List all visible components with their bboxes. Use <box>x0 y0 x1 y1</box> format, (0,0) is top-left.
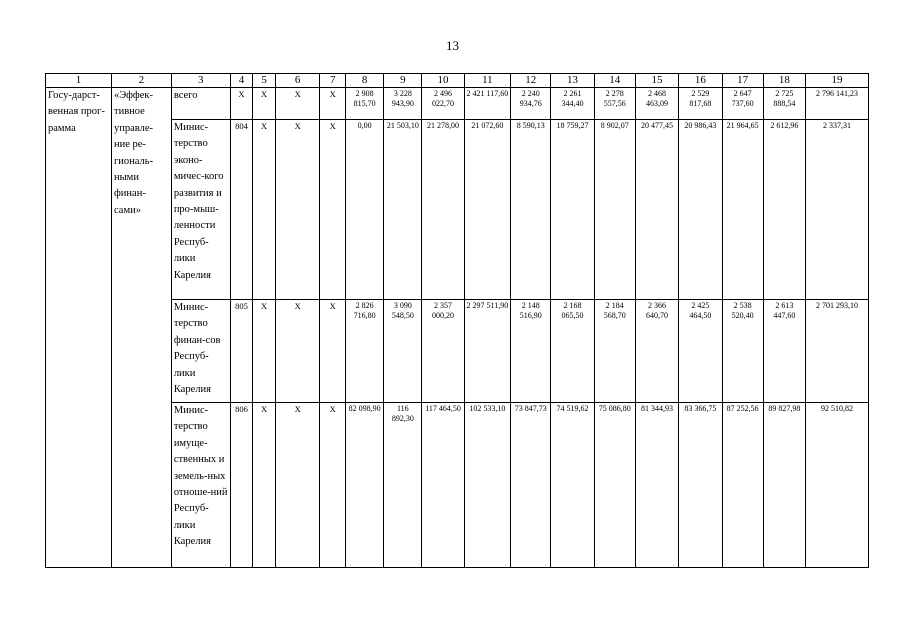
budget-table <box>45 73 869 568</box>
value-cell: 2 647 737,60 <box>722 88 763 120</box>
code-cell: X <box>230 88 253 120</box>
value-cell: 2 613 447,60 <box>763 300 805 403</box>
value-cell: 2 421 117,60 <box>464 88 510 120</box>
value-cell: 18 759,27 <box>551 120 594 300</box>
column-header: 2 <box>112 74 172 88</box>
column-header: 1 <box>46 74 112 88</box>
value-cell: 81 344,93 <box>635 403 678 568</box>
table-row <box>46 88 869 120</box>
value-cell: 102 533,10 <box>464 403 510 568</box>
value-cell: 3 090 548,50 <box>384 300 422 403</box>
value-cell: 2 908 815,70 <box>346 88 384 120</box>
column-header: 6 <box>275 74 319 88</box>
column-header: 8 <box>346 74 384 88</box>
executor-cell: всего <box>171 88 230 120</box>
code-cell: 805 <box>230 300 253 403</box>
value-cell: 2 148 516,90 <box>511 300 551 403</box>
column-header: 12 <box>511 74 551 88</box>
value-cell: 2 538 520,40 <box>722 300 763 403</box>
value-cell: 83 366,75 <box>679 403 722 568</box>
value-cell: 92 510,82 <box>806 403 869 568</box>
value-cell: 21 072,60 <box>464 120 510 300</box>
value-cell: 2 337,31 <box>806 120 869 300</box>
value-cell: 8 902,07 <box>594 120 635 300</box>
column-number-row <box>46 74 869 88</box>
value-cell: 21 964,65 <box>722 120 763 300</box>
x-cell: X <box>253 403 276 568</box>
value-cell: 2 240 934,76 <box>511 88 551 120</box>
value-cell: 0,00 <box>346 120 384 300</box>
column-header: 10 <box>422 74 464 88</box>
value-cell: 2 826 716,80 <box>346 300 384 403</box>
value-cell: 8 590,13 <box>511 120 551 300</box>
value-cell: 2 701 293,10 <box>806 300 869 403</box>
x-cell: X <box>253 88 276 120</box>
value-cell: 2 168 065,50 <box>551 300 594 403</box>
value-cell: 87 252,56 <box>722 403 763 568</box>
x-cell: X <box>275 120 319 300</box>
executor-cell: Минис-терство финан-сов Респуб-лики Карелия <box>171 300 230 403</box>
value-cell: 2 278 557,56 <box>594 88 635 120</box>
program-type-cell: Госу-дарст-венная прог-рамма <box>46 88 112 568</box>
value-cell: 74 519,62 <box>551 403 594 568</box>
value-cell: 2 468 463,09 <box>635 88 678 120</box>
value-cell: 73 847,73 <box>511 403 551 568</box>
x-cell: X <box>320 120 346 300</box>
executor-cell: Минис-терство имуще-ственных и земель-ных отноше-ний Респуб-лики Карелия <box>171 403 230 568</box>
value-cell: 2 496 022,70 <box>422 88 464 120</box>
x-cell: X <box>253 120 276 300</box>
value-cell: 20 986,43 <box>679 120 722 300</box>
code-cell: 804 <box>230 120 253 300</box>
x-cell: X <box>275 403 319 568</box>
value-cell: 2 425 464,50 <box>679 300 722 403</box>
column-header: 3 <box>171 74 230 88</box>
value-cell: 82 098,90 <box>346 403 384 568</box>
value-cell: 3 228 943,90 <box>384 88 422 120</box>
column-header: 19 <box>806 74 869 88</box>
executor-cell: Минис-терство эконо-мичес-кого развития и про-мыш-ленности Респуб-лики Карелия <box>171 120 230 300</box>
column-header: 18 <box>763 74 805 88</box>
column-header: 17 <box>722 74 763 88</box>
column-header: 5 <box>253 74 276 88</box>
column-header: 11 <box>464 74 510 88</box>
value-cell: 21 278,00 <box>422 120 464 300</box>
value-cell: 116 892,30 <box>384 403 422 568</box>
column-header: 13 <box>551 74 594 88</box>
x-cell: X <box>275 88 319 120</box>
column-header: 16 <box>679 74 722 88</box>
value-cell: 2 357 000,20 <box>422 300 464 403</box>
x-cell: X <box>320 403 346 568</box>
column-header: 15 <box>635 74 678 88</box>
value-cell: 2 612,96 <box>763 120 805 300</box>
x-cell: X <box>275 300 319 403</box>
value-cell: 2 261 344,40 <box>551 88 594 120</box>
program-name-cell: «Эффек-тивное управле-ние ре-гиональ-ными финан-сами» <box>112 88 172 568</box>
value-cell: 89 827,98 <box>763 403 805 568</box>
value-cell: 2 366 640,70 <box>635 300 678 403</box>
value-cell: 117 464,50 <box>422 403 464 568</box>
x-cell: X <box>320 88 346 120</box>
column-header: 7 <box>320 74 346 88</box>
page-number: 13 <box>446 38 459 53</box>
value-cell: 2 796 141,23 <box>806 88 869 120</box>
value-cell: 75 086,80 <box>594 403 635 568</box>
value-cell: 2 184 568,70 <box>594 300 635 403</box>
column-header: 9 <box>384 74 422 88</box>
column-header: 14 <box>594 74 635 88</box>
value-cell: 21 503,10 <box>384 120 422 300</box>
x-cell: X <box>253 300 276 403</box>
value-cell: 2 529 817,68 <box>679 88 722 120</box>
value-cell: 20 477,45 <box>635 120 678 300</box>
column-header: 4 <box>230 74 253 88</box>
value-cell: 2 725 888,54 <box>763 88 805 120</box>
code-cell: 806 <box>230 403 253 568</box>
x-cell: X <box>320 300 346 403</box>
value-cell: 2 297 511,90 <box>464 300 510 403</box>
